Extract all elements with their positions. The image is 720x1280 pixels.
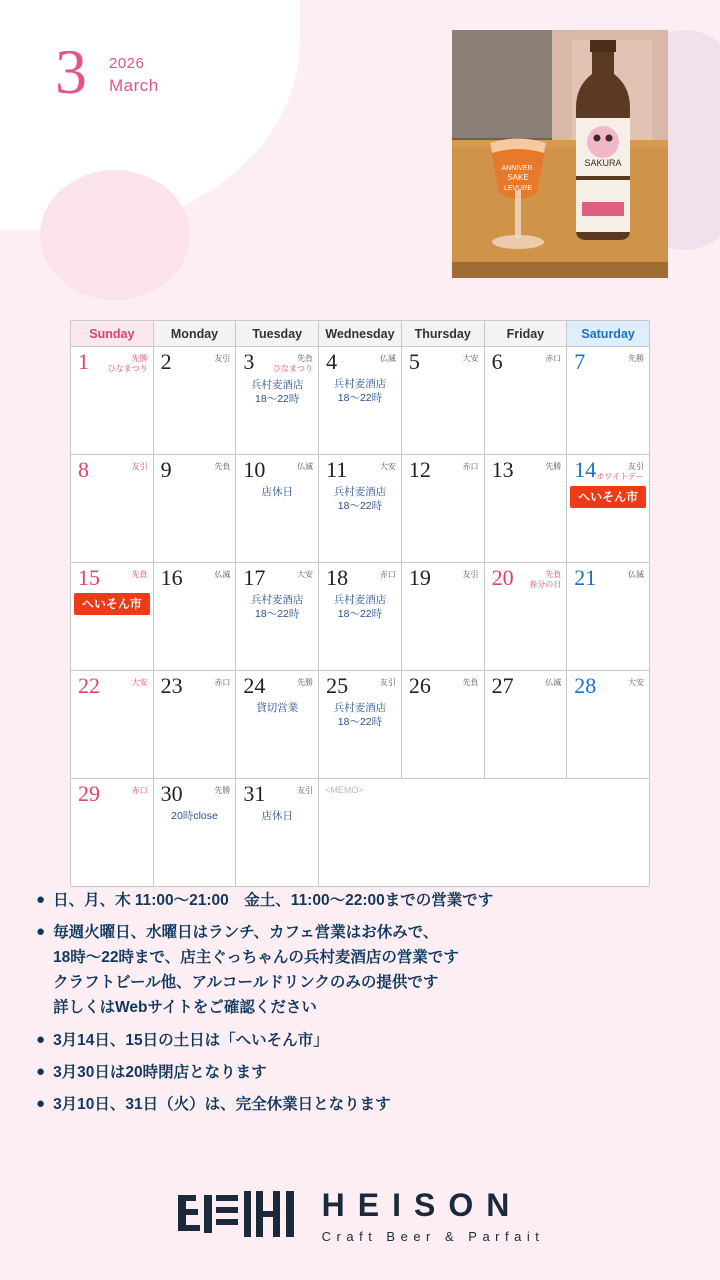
day-number: 11	[326, 457, 348, 482]
day-top-row	[567, 563, 649, 589]
day-top-row	[485, 671, 567, 697]
note-text	[53, 920, 459, 1020]
weekday-tuesday: Tuesday	[236, 321, 319, 347]
day-number: 13	[491, 457, 514, 482]
calendar-day-cell	[71, 347, 154, 455]
day-number: 15	[78, 565, 100, 590]
day-number: 8	[78, 457, 89, 482]
bullet-icon: ●	[36, 891, 46, 908]
calendar-day-cell	[401, 563, 484, 671]
day-event-label: ひなまつり	[107, 364, 148, 373]
weekday-friday: Friday	[484, 321, 567, 347]
rokuyo-label: 仏滅	[379, 354, 396, 363]
note-line: クラフトビール他、アルコールドリンクのみの提供です	[53, 974, 439, 992]
day-number: 31	[243, 781, 266, 806]
decorative-pink-circle	[40, 170, 190, 300]
month-meta	[109, 46, 159, 97]
note-line: 詳しくはWebサイトをご確認ください	[53, 999, 317, 1017]
day-top-row	[485, 563, 567, 590]
day-number: 20	[491, 565, 514, 590]
weekday-wednesday: Wednesday	[319, 321, 402, 347]
calendar-day-cell	[236, 563, 319, 671]
brand-text-block	[322, 1189, 545, 1244]
day-top-row	[485, 455, 567, 481]
month-name-label: March	[109, 75, 159, 95]
day-number: 6	[491, 349, 503, 374]
day-top-row	[71, 563, 153, 589]
day-number: 29	[78, 781, 100, 806]
rokuyo-label: 友引	[297, 786, 314, 795]
note-item	[36, 1092, 696, 1117]
day-top-row	[402, 455, 484, 481]
calendar-day-cell	[567, 347, 650, 455]
product-photo	[452, 30, 668, 278]
day-note: 兵村麦酒店 18〜22時	[333, 378, 387, 405]
calendar-week-row	[71, 671, 650, 779]
calendar-day-cell	[71, 671, 154, 779]
rokuyo-label: 仏滅	[628, 570, 644, 579]
day-note: 貸切営業	[256, 702, 299, 715]
calendar-day-cell	[319, 455, 402, 563]
day-note: 店休日	[261, 486, 293, 499]
day-top-row	[71, 455, 153, 481]
svg-text:SAKE: SAKE	[507, 173, 529, 182]
month-number: 3	[55, 36, 87, 107]
day-note: 兵村麦酒店 18〜22時	[333, 702, 387, 729]
event-badge: へいそん市	[570, 486, 646, 508]
rokuyo-label: 大安	[131, 678, 148, 687]
bullet-icon: ●	[36, 1094, 46, 1112]
bullet-icon: ●	[36, 1062, 46, 1080]
day-top-row	[319, 455, 401, 481]
calendar-day-cell	[153, 455, 236, 563]
day-event-label: 春分の日	[529, 580, 562, 589]
brand-tagline: Craft Beer & Parfait	[321, 1229, 545, 1244]
calendar-day-cell	[567, 455, 650, 563]
rokuyo-label: 先勝	[545, 462, 562, 471]
rokuyo-label: 大安	[628, 678, 644, 687]
rokuyo-label: 赤口	[545, 354, 562, 363]
calendar-day-cell	[236, 671, 319, 779]
day-top-row	[71, 347, 153, 374]
year-label: 2026	[109, 55, 145, 73]
calendar-header-row	[71, 321, 650, 347]
day-number: 19	[408, 565, 431, 590]
calendar-day-cell	[319, 347, 402, 455]
note-item	[36, 1028, 696, 1053]
svg-text:LEVURE: LEVURE	[503, 185, 533, 192]
day-number: 9	[160, 457, 172, 482]
note-item	[36, 888, 696, 913]
day-number: 30	[160, 781, 183, 806]
day-top-row	[402, 563, 484, 589]
note-line: 日、月、木 11:00〜21:00 金土、11:00〜22:00までの営業です	[53, 892, 494, 909]
day-top-row	[154, 347, 236, 373]
business-hours-notes	[36, 888, 696, 1124]
day-top-row	[236, 347, 318, 374]
rokuyo-label: 先負 ひなまつり	[273, 354, 314, 373]
calendar-table	[70, 320, 650, 887]
calendar-day-cell	[71, 779, 154, 887]
note-line: 3月30日は20時閉店となります	[53, 1063, 267, 1081]
event-badge: へいそん市	[74, 593, 150, 615]
day-number: 26	[408, 673, 431, 698]
day-number: 17	[243, 565, 266, 590]
rokuyo-label: 仏滅	[545, 678, 562, 687]
note-line: 毎週火曜日、水曜日はランチ、カフェ営業はお休みで、	[53, 924, 439, 942]
day-number: 12	[408, 457, 431, 482]
rokuyo-label: 赤口	[462, 462, 479, 471]
rokuyo-label: 友引	[462, 570, 479, 579]
day-number: 2	[160, 349, 172, 374]
calendar-day-cell	[153, 671, 236, 779]
calendar-day-cell	[319, 563, 402, 671]
weekday-saturday: Saturday	[567, 321, 650, 347]
note-text	[53, 1060, 267, 1085]
calendar-body	[71, 347, 650, 887]
calendar-week-row	[71, 779, 650, 887]
day-top-row	[236, 671, 318, 697]
rokuyo-label: 赤口	[379, 570, 396, 579]
day-top-row	[485, 347, 567, 373]
rokuyo-label: 先負	[131, 570, 148, 579]
svg-text:SAKURA: SAKURA	[584, 158, 622, 168]
rokuyo-label: 先勝	[214, 786, 231, 795]
day-note: 店休日	[261, 810, 293, 823]
rokuyo-label: 赤口	[214, 678, 231, 687]
rokuyo-label: 先負 春分の日	[529, 570, 562, 589]
calendar-day-cell	[567, 671, 650, 779]
day-top-row	[154, 779, 236, 805]
rokuyo-label: 大安	[379, 462, 396, 471]
calendar-day-cell	[71, 455, 154, 563]
calendar-day-cell	[484, 347, 567, 455]
day-number: 25	[326, 673, 349, 698]
day-event-label: ホワイトデー	[596, 472, 644, 481]
rokuyo-label: 友引	[379, 678, 396, 687]
day-number: 24	[243, 673, 266, 698]
day-number: 14	[574, 457, 597, 482]
day-top-row	[154, 455, 236, 481]
bullet-icon: ●	[36, 923, 46, 941]
day-note: 兵村麦酒店 18〜22時	[250, 594, 304, 621]
rokuyo-label: 友引 ホワイトデー	[596, 462, 644, 481]
rokuyo-label: 仏滅	[214, 570, 231, 579]
memo-label: <MEMO>	[325, 785, 364, 795]
rokuyo-label: 先負	[214, 462, 231, 471]
calendar-week-row	[71, 347, 650, 455]
svg-text:ANNIVER.: ANNIVER.	[501, 165, 535, 172]
photo-illustration	[452, 30, 668, 278]
day-number: 3	[243, 349, 255, 374]
day-top-row	[567, 671, 649, 697]
brand-footer	[0, 1187, 720, 1246]
calendar-memo-cell	[319, 779, 650, 887]
note-text	[53, 888, 493, 913]
rokuyo-label: 赤口	[131, 786, 148, 795]
heison-logo-icon	[176, 1187, 296, 1246]
day-top-row	[154, 563, 236, 589]
day-top-row	[319, 671, 401, 697]
calendar-day-cell	[401, 671, 484, 779]
rokuyo-label: 先勝 ひなまつり	[107, 354, 148, 373]
rokuyo-label: 仏滅	[297, 462, 314, 471]
calendar-day-cell	[567, 563, 650, 671]
calendar-day-cell	[236, 779, 319, 887]
day-top-row	[319, 347, 401, 373]
rokuyo-label: 先勝	[628, 354, 644, 363]
calendar-day-cell	[319, 671, 402, 779]
day-number: 27	[491, 673, 514, 698]
rokuyo-label: 大安	[462, 354, 479, 363]
day-note: 兵村麦酒店 18〜22時	[333, 594, 387, 621]
day-number: 28	[574, 673, 597, 698]
calendar-week-row	[71, 563, 650, 671]
rokuyo-label: 先勝	[297, 678, 314, 687]
day-number: 22	[78, 673, 100, 698]
calendar-day-cell	[153, 779, 236, 887]
day-top-row	[236, 779, 318, 805]
calendar-day-cell	[236, 455, 319, 563]
weekday-sunday: Sunday	[71, 321, 154, 347]
day-number: 21	[574, 565, 597, 590]
day-top-row	[567, 347, 649, 373]
day-top-row	[319, 563, 401, 589]
day-note: 20時close	[171, 810, 218, 823]
calendar-day-cell	[484, 563, 567, 671]
day-top-row	[71, 779, 153, 805]
calendar-day-cell	[71, 563, 154, 671]
brand-name: HEISON	[321, 1187, 523, 1223]
weekday-thursday: Thursday	[401, 321, 484, 347]
calendar-day-cell	[236, 347, 319, 455]
calendar-header	[0, 36, 420, 107]
day-top-row	[567, 455, 649, 482]
day-number: 4	[326, 349, 338, 374]
rokuyo-label: 大安	[297, 570, 314, 579]
rokuyo-label: 友引	[214, 354, 231, 363]
day-note: 兵村麦酒店 18〜22時	[333, 486, 387, 513]
calendar-day-cell	[401, 455, 484, 563]
calendar-week-row	[71, 455, 650, 563]
note-text	[53, 1092, 391, 1117]
day-number: 16	[160, 565, 183, 590]
rokuyo-label: 先負	[462, 678, 479, 687]
day-top-row	[236, 563, 318, 589]
calendar-day-cell	[153, 347, 236, 455]
day-number: 7	[574, 349, 586, 374]
day-top-row	[402, 671, 484, 697]
day-top-row	[71, 671, 153, 697]
bullet-icon: ●	[36, 1030, 46, 1048]
note-item	[36, 1060, 696, 1085]
day-number: 10	[243, 457, 266, 482]
rokuyo-label: 友引	[131, 462, 148, 471]
note-line: 18時〜22時まで、店主ぐっちゃんの兵村麦酒店の営業です	[53, 949, 459, 967]
day-number: 18	[326, 565, 349, 590]
calendar-day-cell	[484, 671, 567, 779]
calendar-day-cell	[401, 347, 484, 455]
weekday-monday: Monday	[153, 321, 236, 347]
note-text	[53, 1028, 329, 1053]
day-top-row	[402, 347, 484, 373]
calendar-day-cell	[153, 563, 236, 671]
note-line: 3月14日、15日の土日は「へいそん市」	[53, 1031, 329, 1049]
day-note: 兵村麦酒店 18〜22時	[250, 379, 304, 406]
day-number: 23	[160, 673, 183, 698]
note-item	[36, 920, 696, 1020]
day-top-row	[154, 671, 236, 697]
note-line: 3月10日、31日（火）は、完全休業日となります	[53, 1095, 391, 1113]
day-number: 5	[408, 349, 420, 374]
day-top-row	[236, 455, 318, 481]
day-number: 1	[78, 349, 89, 374]
day-event-label: ひなまつり	[273, 364, 314, 373]
calendar-day-cell	[484, 455, 567, 563]
